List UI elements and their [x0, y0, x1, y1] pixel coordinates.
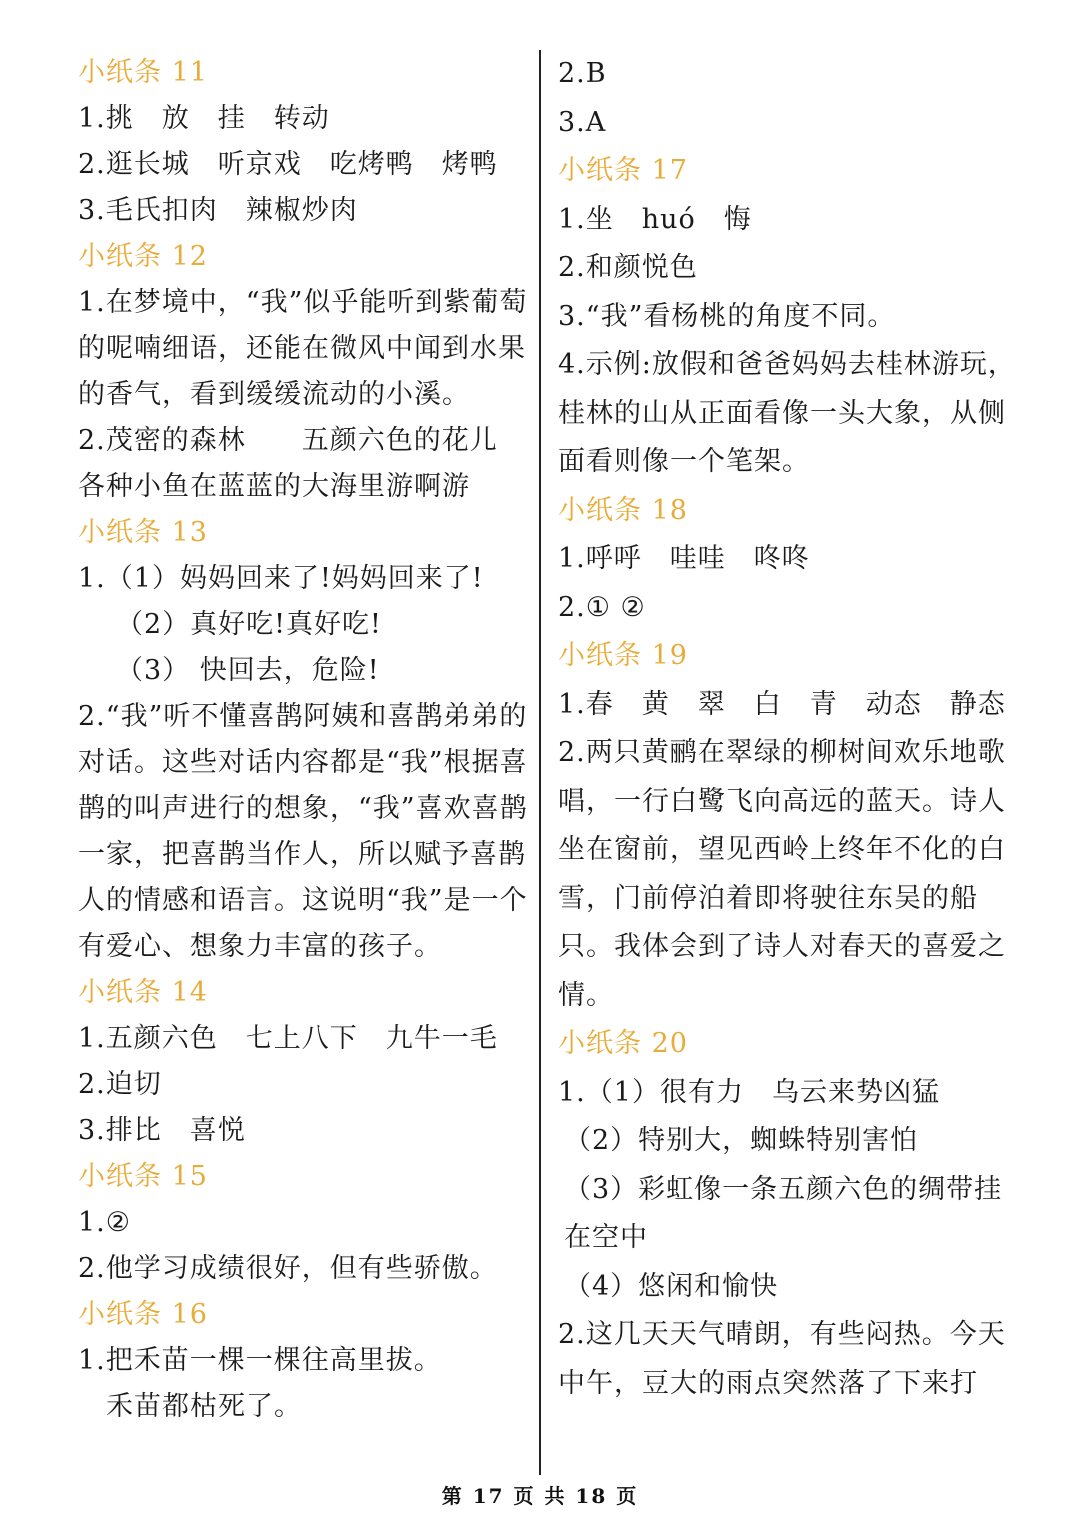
- answer-line: 1.（1）妈妈回来了!妈妈回来了!: [78, 563, 484, 594]
- right-column: [558, 50, 1028, 1408]
- section-title-20: 小纸条 20: [558, 1028, 688, 1059]
- answer-line: 1.把禾苗一棵一棵往高里拔。: [78, 1345, 442, 1376]
- answer-line: 3.A: [558, 106, 607, 138]
- answer-line: 3.毛氏扣肉 辣椒炒肉: [78, 195, 358, 226]
- answer-paragraph: 2.这几天天气晴朗，有些闷热。今天中午，豆大的雨点突然落了下来打: [558, 1319, 1006, 1399]
- answer-paragraph: 4.示例:放假和爸爸妈妈去桂林游玩，桂林的山从正面看像一头大象，从侧面看则像一个笔架。: [558, 349, 1016, 477]
- answer-line: 禾苗都枯死了。: [106, 1391, 302, 1422]
- answer-line: 2.他学习成绩很好，但有些骄傲。: [78, 1253, 498, 1284]
- answer-paragraph: 1.春 黄 翠 白 青 动态 静态: [558, 688, 1006, 720]
- answer-line: （4）悠闲和愉快: [564, 1270, 779, 1302]
- answer-line: 2.和颜悦色: [558, 252, 698, 283]
- section-title-15: 小纸条 15: [78, 1161, 208, 1192]
- answer-paragraph: 2.两只黄鹂在翠绿的柳树间欢乐地歌唱，一行白鹭飞向高远的蓝天。诗人坐在窗前，望见西岭上终年不化的白雪，门前停泊着即将驶往东吴的船只。我体会到了诗人对春天的喜爱之情。: [558, 737, 1006, 1011]
- section-title-18: 小纸条 18: [558, 494, 688, 526]
- answer-paragraph: 2.“我”听不懂喜鹊阿姨和喜鹊弟弟的对话。这些对话内容都是“我”根据喜鹊的叫声进行的想象，“我”喜欢喜鹊一家，把喜鹊当作人，所以赋予喜鹊人的情感和语言。这说明“我”是一个有爱心、想象力丰富的孩子。: [78, 701, 528, 962]
- answer-line: 1.挑 放 挂 转动: [78, 103, 330, 134]
- section-title-12: 小纸条 12: [78, 241, 208, 272]
- answer-line: 2.茂密的森林 五颜六色的花儿: [78, 425, 498, 456]
- answer-line: 各种小鱼在蓝蓝的大海里游啊游: [78, 471, 470, 502]
- answer-line: 3.排比 喜悦: [78, 1115, 246, 1146]
- page-number-footer: 第 17 页 共 18 页: [441, 1484, 639, 1508]
- section-title-14: 小纸条 14: [78, 977, 208, 1008]
- answer-line: （2）真好吃!真好吃!: [116, 609, 382, 640]
- answer-line: 1.坐 huó 悔: [558, 203, 752, 235]
- answer-line: （2）特别大，蜘蛛特别害怕: [564, 1125, 919, 1156]
- answer-paragraph: 1.在梦境中，“我”似乎能听到紫葡萄的呢喃细语，还能在微风中闻到水果的香气，看到缓缓流动的小溪。: [78, 287, 528, 410]
- answer-line: （3） 快回去，危险!: [116, 655, 380, 686]
- answer-line: 2.迫切: [78, 1069, 162, 1100]
- section-title-16: 小纸条 16: [78, 1299, 208, 1330]
- section-title-11: 小纸条 11: [78, 57, 208, 88]
- answer-paragraph: （3）彩虹像一条五颜六色的绸带挂在空中: [564, 1173, 1003, 1253]
- section-title-19: 小纸条 19: [558, 640, 688, 671]
- answer-line: 2.逛长城 听京戏 吃烤鸭 烤鸭: [78, 149, 498, 180]
- answer-line: 2.① ②: [558, 591, 646, 623]
- answer-line: 1.②: [78, 1207, 131, 1238]
- answer-line: 2.B: [558, 58, 607, 89]
- answer-line: 1.（1）很有力 乌云来势凶猛: [558, 1076, 940, 1108]
- section-title-13: 小纸条 13: [78, 517, 208, 548]
- answer-line: 3.“我”看杨桃的角度不同。: [558, 300, 896, 332]
- left-column: [78, 50, 530, 1430]
- column-divider: [539, 50, 541, 1475]
- answer-line: 1.五颜六色 七上八下 九牛一毛: [78, 1023, 498, 1054]
- answer-line: 1.呼呼 哇哇 咚咚: [558, 543, 810, 574]
- section-title-17: 小纸条 17: [558, 155, 688, 186]
